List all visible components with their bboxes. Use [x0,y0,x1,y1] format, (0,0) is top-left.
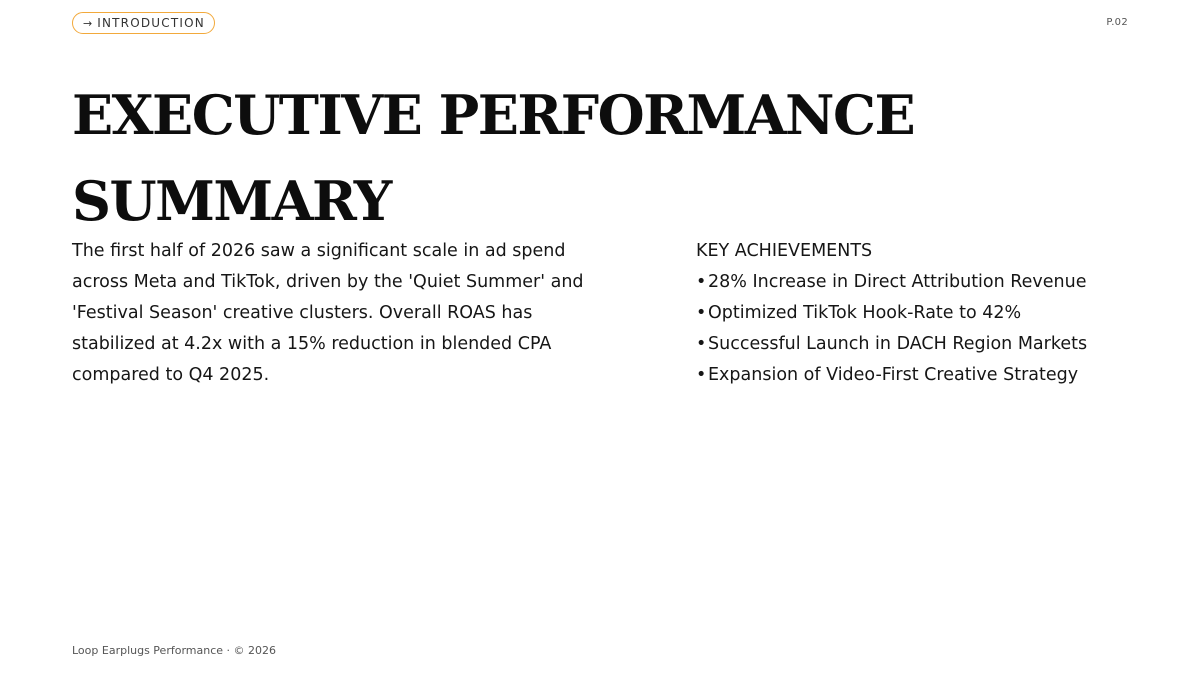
bullet-icon: • [696,303,707,323]
achievement-item [696,329,1136,360]
achievement-text: 28% Increase in Direct Attribution Revenue [708,272,1087,292]
bullet-icon: • [696,272,707,292]
achievement-list [696,267,1136,391]
section-tag [72,12,215,34]
achievement-item [696,298,1136,329]
arrow-right-icon: → [83,16,93,30]
key-achievements [696,236,1136,391]
achievement-item [696,267,1136,298]
section-tag-label: INTRODUCTION [97,16,205,30]
footer-text: Loop Earplugs Performance · © 2026 [72,644,276,657]
page-number: P.02 [1106,17,1128,28]
page-title: EXECUTIVE PERFORMANCE SUMMARY [72,83,915,233]
achievement-text: Successful Launch in DACH Region Markets [708,334,1088,354]
achievement-text: Expansion of Video-First Creative Strategy [708,365,1079,385]
bullet-icon: • [696,334,707,354]
achievement-item [696,360,1136,391]
key-achievements-heading: KEY ACHIEVEMENTS [696,241,873,261]
summary-paragraph: The first half of 2026 saw a significant scale in ad spend across Meta and TikTok, driven by the 'Quiet Summer' and 'Festival Season' creative clusters. Overall ROAS has stabilized at 4.2x with a 15% reduction in blended CPA compared to Q4 2025. [72,241,584,385]
achievement-text: Optimized TikTok Hook-Rate to 42% [708,303,1022,323]
bullet-icon: • [696,365,707,385]
